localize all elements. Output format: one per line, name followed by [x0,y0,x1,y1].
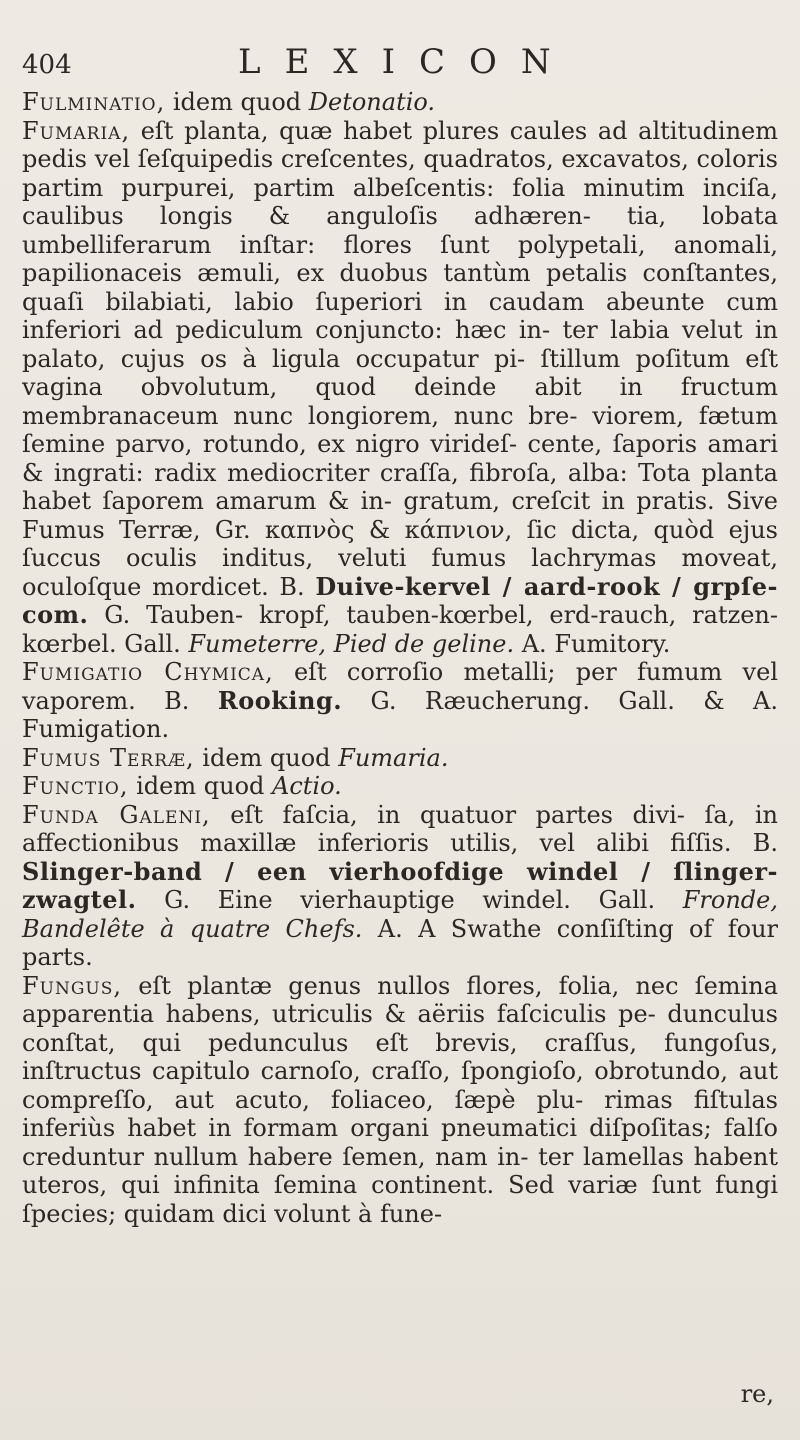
dictionary-entry [22,772,778,801]
catchword: re, [740,1380,774,1408]
dictionary-entry [22,801,778,972]
vernacular-term: Slinger-band / een vierhoofdige windel / ſlinger- zwagtel. [22,856,778,914]
page-number: 404 [22,50,72,80]
entry-headword: Functio, [22,772,129,800]
entry-headword: Fumigatio Chymica, [22,658,274,686]
italic-term: Fronde, Bandelête à quatre Chefs. [22,886,778,943]
italic-term: Fumeterre, Pied de geline. [188,629,515,658]
entry-headword: Fungus, [22,971,123,1000]
dictionary-entry [22,117,778,659]
entry-headword: Funda Galeni, [22,800,211,829]
entry-text: idem quod [194,743,339,772]
dictionary-entry [22,744,778,773]
italic-term: Detonatio. [308,88,436,116]
entry-headword: Fulminatio, [22,88,166,116]
dictionary-entry [22,972,778,1229]
entry-headword: Fumus Terræ, [22,743,195,772]
entry-text: idem quod [128,772,273,800]
entry-text: eſt corroſio metalli; per fumum vel vaporem. B. [22,658,778,715]
entry-text: eſt faſcia, in quatuor partes divi- ſa, in affectionibus maxillæ inferioris utilis, vel alibi fiſſis. B. [22,800,778,857]
vernacular-term: Rooking. [217,685,343,715]
entry-text: G. Tauben- kropf, tauben-kœrbel, erd-rauch, ratzen-kœrbel. Gall. [22,601,778,658]
dictionary-entry [22,88,778,117]
italic-term: Actio. [272,772,342,800]
entry-text: idem quod [165,88,309,116]
entry-text: eſt plantæ genus nullos flores, folia, nec ſemina apparentia habens, utriculis & aëriis faſciculis pe- dunculus conſtat, qui pedunculus eſt brevis, craſſus, fungoſus, inſtructus capitulo carnoſo, craſſo, ſpongioſo, obrotundo, aut compreſſo, aut acuto, foliaceo, ſæpè plu- rimas fiſtulas inferiùs habet in formam organi pneumatici diſpoſitas; falſo creduntur nullum habere ſemen, nam in- ter lamellas habent uteros, qui infinita ſemina continent. Sed variæ ſunt fungi ſpecies; quidam dici volunt à fune- [22,971,778,1228]
entry-text: A. Fumitory. [514,629,671,658]
dictionary-entries [22,88,778,1228]
italic-term: Fumaria. [338,743,449,772]
dictionary-entry [22,658,778,744]
entry-headword: Fumaria, [22,116,131,145]
entry-text: G. Eine vierhauptige windel. Gall. [136,886,683,914]
page-header [22,42,778,88]
running-title: LEXICON [238,42,575,82]
entry-text: G. Ræucherung. Gall. & A. Fumigation. [22,686,779,743]
entry-text: A. A Swathe conſiſting of four parts. [22,914,778,971]
entry-text: eſt planta, quæ habet plures caules ad altitudinem pedis vel ſeſquipedis creſcentes, quadratos, excavatos, coloris partim purpurei, partim albeſcentis: folia minutim inciſa, caulibus longis & anguloſis adhæren- tia, lobata umbelliferarum inſtar: flores ſunt polypetali, anomali, papilionaceis æmuli, ex duobus tantùm petalis conſtantes, quaſi bilabiati, labio ſuperiori in caudam abeunte cum inferiori ad pediculum conjuncto: hæc in- ter labia velut in palato, cujus os à ligula occupatur pi- ſtillum poſitum eſt vagina obvolutum, quod deinde abit in fructum membranaceum nunc longiorem, nunc bre- viorem, fætum ſemine parvo, rotundo, ex nigro virideſ- cente, ſaporis amari & ingrati: radix mediocriter craſſa, fibroſa, alba: Tota planta habet ſaporem amarum & in- gratum, creſcit in pratis. Sive Fumus Terræ, Gr. καπνὸς & κάπνιον, ſic dicta, quòd ejus ſuccus oculis inditus, veluti fumus lachrymas moveat, oculoſque mordicet. B. [22,116,778,601]
vernacular-term: Duive-kervel / aard-rook / grpſe-com. [22,571,778,629]
